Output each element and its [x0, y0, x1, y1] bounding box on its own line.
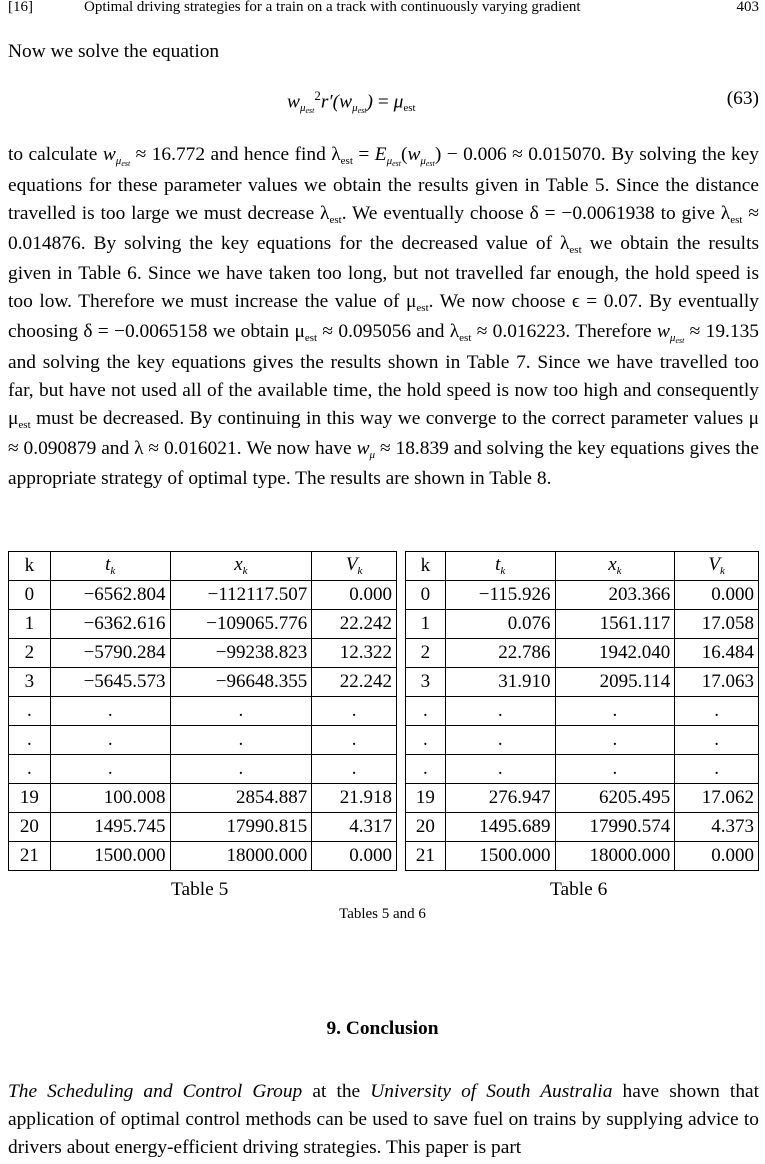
table-row — [406, 813, 759, 842]
cell-t: 1500.000 — [50, 842, 170, 871]
cell-v: 12.322 — [312, 639, 397, 668]
cell-k: 3 — [9, 668, 51, 697]
header-t: $t_k$ — [50, 552, 170, 581]
cell-k: . — [406, 755, 446, 784]
cell-v: 4.373 — [675, 813, 759, 842]
table-row — [9, 697, 397, 726]
table-row — [9, 813, 397, 842]
cell-t: 100.008 — [50, 784, 170, 813]
cell-t: 276.947 — [445, 784, 555, 813]
cell-x: . — [170, 726, 312, 755]
header-k: k — [9, 552, 51, 581]
cell-v: 0.000 — [675, 842, 759, 871]
cell-t: 1495.689 — [445, 813, 555, 842]
cell-t: −6562.804 — [50, 581, 170, 610]
cell-k: . — [406, 697, 446, 726]
cell-v: 21.918 — [312, 784, 397, 813]
cell-v: 0.000 — [312, 581, 397, 610]
header-v: $V_k$ — [675, 552, 759, 581]
section-heading: 9. Conclusion — [326, 1018, 439, 1039]
table-row — [9, 639, 397, 668]
table-row — [9, 842, 397, 871]
table-row — [9, 668, 397, 697]
cell-t: . — [445, 697, 555, 726]
cell-k: . — [406, 726, 446, 755]
cell-k: 0 — [406, 581, 446, 610]
cell-k: 1 — [9, 610, 51, 639]
cell-t: 31.910 — [445, 668, 555, 697]
cell-t: −5790.284 — [50, 639, 170, 668]
header-x: $x_k$ — [170, 552, 312, 581]
body-paragraph: to calculate $w_{\mu est} \approx 16.772$ and hence find $\lambda_{est} = E_{\mu est}(w_{\mu est}) - 0.006 \approx 0.015070$. By solving the key equations for these parameter values we obtain the results given in Table 5. Since the distance travelled is too large we must decrease $\lambda_{est}$. We eventually choose δ = −0.0061938 to give $\lambda_{est} \approx 0.014876$. By solving the key equations for the decreased value of $\lambda_{est}$ we obtain the results given in Table 6. Since we have taken too long, but not travelled far enough, the hold speed is too low. Therefore we must increase the value of $\mu_{est}$. We now choose ϵ = 0.07. By eventually choosing δ = −0.0065158 we obtain $\mu_{est} \approx 0.095056$ and $\lambda_{est} \approx 0.016223$. Therefore $w_{\mu est} \approx 19.135$ and solving the key equations gives the results shown in Table 7. Since we have travelled too far, but have not used all of the available time, the hold speed is now too high and consequently $\mu_{est}$ must be decreased. By continuing in this way we converge to the correct parameter values μ ≈ 0.090879 and λ ≈ 0.016021. We now have $w_\mu \approx 18.839$ and solving the key equations gives the appropriate strategy of optimal type. The results are shown in Table 8. — [8, 144, 760, 489]
intro-line: Now we solve the equation — [8, 41, 220, 62]
cell-x: −99238.823 — [170, 639, 312, 668]
cell-k: 2 — [406, 639, 446, 668]
cell-x: . — [555, 697, 675, 726]
cell-k: . — [9, 697, 51, 726]
equation-formula: $w_{\mu est}^2r'(w_{\mu est}) = \mu_{est}$ — [287, 88, 416, 116]
table-row — [9, 784, 397, 813]
cell-t: . — [50, 726, 170, 755]
table-row — [406, 697, 759, 726]
cell-v: 0.000 — [312, 842, 397, 871]
header-x: $x_k$ — [555, 552, 675, 581]
table-row — [406, 755, 759, 784]
cell-t: . — [50, 755, 170, 784]
cell-t: . — [50, 697, 170, 726]
table-5 — [8, 551, 397, 871]
cell-v: . — [675, 697, 759, 726]
cell-v: . — [312, 755, 397, 784]
table-5-header-row — [9, 552, 397, 581]
cell-v: 0.000 — [675, 581, 759, 610]
cell-x: 18000.000 — [555, 842, 675, 871]
equation-63 — [0, 88, 765, 118]
cell-t: −115.926 — [445, 581, 555, 610]
cell-t: −5645.573 — [50, 668, 170, 697]
table-row — [406, 668, 759, 697]
table-row — [406, 581, 759, 610]
cell-x: −96648.355 — [170, 668, 312, 697]
table-6 — [405, 551, 759, 871]
cell-x: . — [555, 755, 675, 784]
table-6-header-row — [406, 552, 759, 581]
cell-k: . — [9, 755, 51, 784]
cell-x: 17990.574 — [555, 813, 675, 842]
table-5-caption: Table 5 — [171, 879, 229, 900]
cell-k: 19 — [406, 784, 446, 813]
cell-v: . — [675, 755, 759, 784]
cell-t: −6362.616 — [50, 610, 170, 639]
cell-x: 1942.040 — [555, 639, 675, 668]
cell-v: 17.058 — [675, 610, 759, 639]
figure-caption: Tables 5 and 6 — [339, 906, 426, 922]
cell-k: 20 — [406, 813, 446, 842]
cell-v: . — [675, 726, 759, 755]
cell-x: 2854.887 — [170, 784, 312, 813]
cell-k: 2 — [9, 639, 51, 668]
table-row — [9, 581, 397, 610]
cell-t: . — [445, 726, 555, 755]
table-row — [406, 842, 759, 871]
table-row — [9, 726, 397, 755]
cell-x: . — [555, 726, 675, 755]
cell-k: . — [9, 726, 51, 755]
cell-v: . — [312, 697, 397, 726]
cell-v: 22.242 — [312, 610, 397, 639]
cell-v: 17.063 — [675, 668, 759, 697]
cell-v: 17.062 — [675, 784, 759, 813]
table-row — [9, 755, 397, 784]
header-t: $t_k$ — [445, 552, 555, 581]
header-k: k — [406, 552, 446, 581]
cell-k: 19 — [9, 784, 51, 813]
header-running-title: Optimal driving strategies for a train on a track with continuously varying gradient — [84, 0, 581, 15]
cell-t: . — [445, 755, 555, 784]
cell-x: −109065.776 — [170, 610, 312, 639]
cell-x: . — [170, 697, 312, 726]
table-6-caption: Table 6 — [550, 879, 608, 900]
cell-x: 2095.114 — [555, 668, 675, 697]
cell-t: 0.076 — [445, 610, 555, 639]
header-section-ref: [16] — [8, 0, 33, 15]
cell-x: . — [170, 755, 312, 784]
cell-t: 1500.000 — [445, 842, 555, 871]
cell-x: 6205.495 — [555, 784, 675, 813]
table-row — [406, 610, 759, 639]
cell-x: 1561.117 — [555, 610, 675, 639]
cell-k: 20 — [9, 813, 51, 842]
cell-k: 1 — [406, 610, 446, 639]
cell-v: 16.484 — [675, 639, 759, 668]
table-row — [9, 610, 397, 639]
cell-t: 1495.745 — [50, 813, 170, 842]
header-page-number: 403 — [736, 0, 759, 15]
table-row — [406, 784, 759, 813]
cell-k: 3 — [406, 668, 446, 697]
cell-v: 22.242 — [312, 668, 397, 697]
cell-x: −112117.507 — [170, 581, 312, 610]
header-v: $V_k$ — [312, 552, 397, 581]
cell-x: 203.366 — [555, 581, 675, 610]
table-row — [406, 639, 759, 668]
cell-k: 0 — [9, 581, 51, 610]
cell-t: 22.786 — [445, 639, 555, 668]
equation-number: (63) — [726, 88, 759, 109]
cell-k: 21 — [9, 842, 51, 871]
cell-x: 17990.815 — [170, 813, 312, 842]
cell-k: 21 — [406, 842, 446, 871]
cell-v: 4.317 — [312, 813, 397, 842]
cell-x: 18000.000 — [170, 842, 312, 871]
table-row — [406, 726, 759, 755]
cell-v: . — [312, 726, 397, 755]
conclusion-paragraph: The Scheduling and Control Group at the University of South Australia have shown that application of optimal control methods can be used to save fuel on trains by supplying advice to drivers about energy-efficient driving strategies. This paper is part — [8, 1081, 760, 1158]
